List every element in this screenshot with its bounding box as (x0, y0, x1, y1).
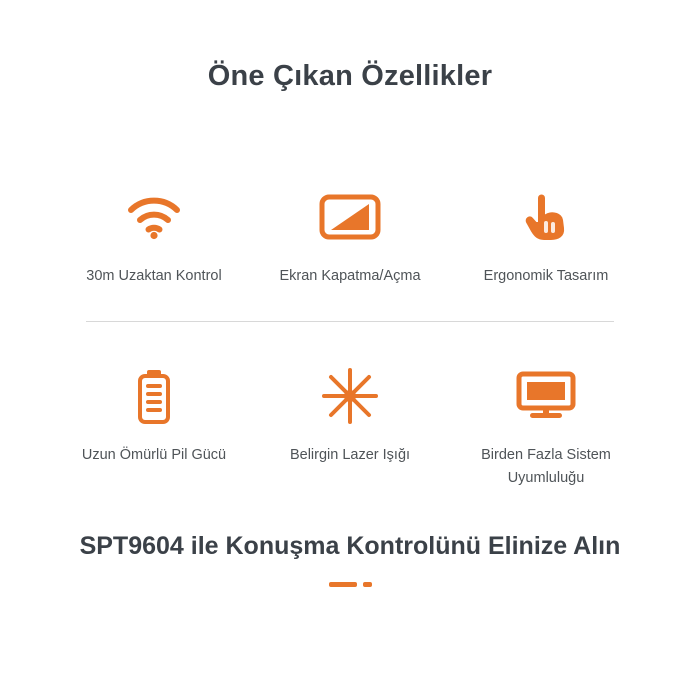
page-title: Öne Çıkan Özellikler (207, 60, 493, 92)
monitor-icon (516, 364, 576, 428)
feature-item-ergonomic-design (448, 185, 644, 287)
dash-short (363, 582, 372, 587)
features-section (0, 185, 700, 489)
feature-item-remote-control (56, 185, 252, 287)
dash-decoration (0, 582, 700, 587)
section-divider (86, 321, 614, 322)
wifi-icon (126, 185, 182, 249)
battery-icon (133, 364, 175, 428)
feature-label: Ergonomik Tasarım (483, 268, 609, 284)
laser-burst-icon (321, 364, 379, 428)
feature-item-battery-life (56, 364, 252, 466)
feature-label: 30m Uzaktan Kontrol (86, 268, 222, 284)
feature-label: Uzun Ömürlü Pil Gücü (81, 447, 227, 464)
footer-headline: SPT9604 ile Konuşma Kontrolünü Elinize Alın (79, 532, 621, 561)
feature-label: Birden Fazla Sistem Uyumluluğu (481, 447, 611, 486)
features-row-2 (0, 364, 700, 489)
screen-toggle-icon (319, 185, 381, 249)
dash-long (329, 582, 357, 587)
hand-pointer-icon (521, 185, 571, 249)
feature-item-laser-light (252, 364, 448, 466)
features-row-1 (0, 185, 700, 287)
feature-item-system-compatibility (448, 364, 644, 489)
feature-item-screen-toggle (252, 185, 448, 287)
feature-label: Belirgin Lazer Işığı (289, 447, 411, 464)
feature-label: Ekran Kapatma/Açma (279, 268, 421, 284)
